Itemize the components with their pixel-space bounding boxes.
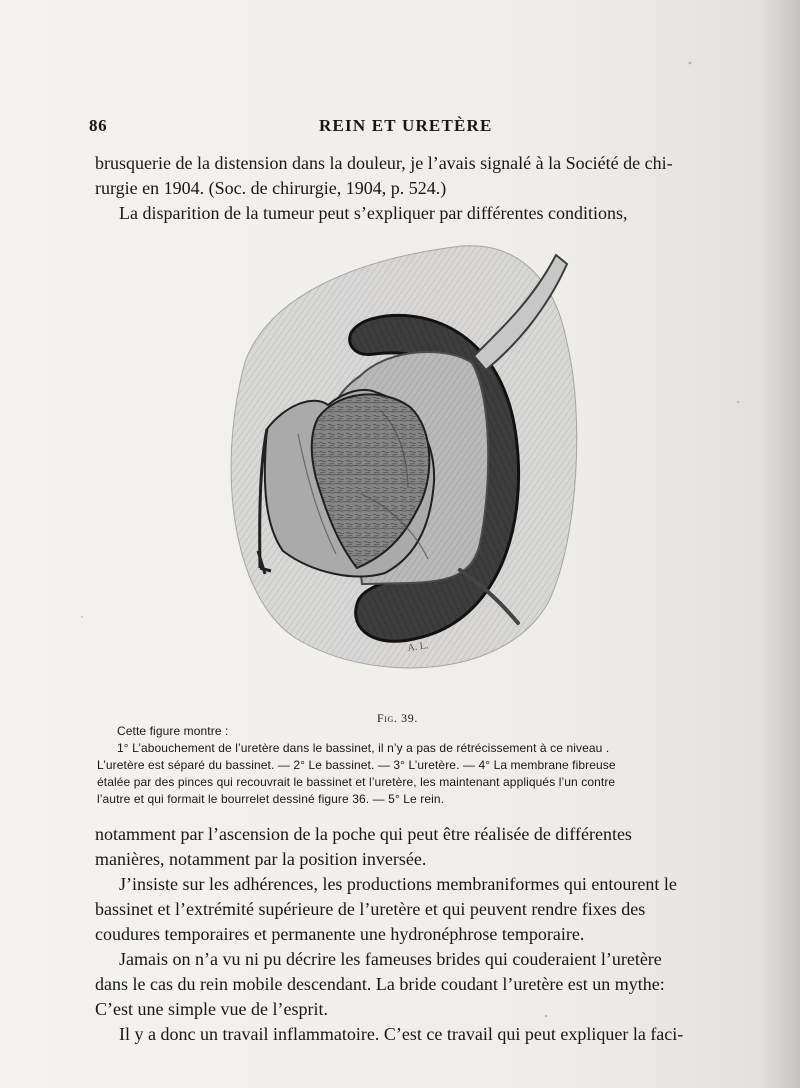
- bottom-text-line: C’est une simple vue de l’esprit.: [95, 999, 328, 1019]
- caption-line: 1° L’abouchement de l’uretère dans le bassinet, il n’y a pas de rétrécissement à ce niveau .: [117, 741, 610, 755]
- top-text-line: rurgie en 1904. (Soc. de chirurgie, 1904, p. 524.): [95, 178, 447, 198]
- bottom-text-line: J’insiste sur les adhérences, les productions membraniformes qui entourent le: [119, 874, 677, 894]
- bottom-text-line: manières, notamment par la position inversée.: [95, 849, 427, 869]
- page-number: 86: [89, 116, 108, 135]
- page-header: [89, 116, 719, 140]
- anatomical-figure: [210, 234, 590, 694]
- caption-line: l’autre et qui formait le bourrelet dessiné figure 36. — 5° Le rein.: [97, 792, 445, 806]
- caption-line: Cette figure montre :: [117, 724, 229, 738]
- caption-line: étalée par des pinces qui recouvrait le bassinet et l’uretère, les maintenant appliqués l’un contre: [97, 775, 616, 789]
- top-text-line: brusquerie de la distension dans la douleur, je l’avais signalé à la Société de chi-: [95, 153, 673, 173]
- bottom-text-line: bassinet et l’extrémité supérieure de l’uretère et qui peuvent rendre fixes des: [95, 899, 646, 919]
- bottom-text-line: coudures temporaires et permanente une hydronéphrose temporaire.: [95, 924, 585, 944]
- top-text-line: La disparition de la tumeur peut s’expliquer par différentes conditions,: [119, 203, 628, 223]
- bottom-text-line: Jamais on n’a vu ni pu décrire les fameuses brides qui couderaient l’uretère: [119, 949, 662, 969]
- caption-line: L’uretère est séparé du bassinet. — 2° Le bassinet. — 3° L’uretère. — 4° La membrane fibreuse: [97, 758, 616, 772]
- kidney-ureter-illustration: [210, 234, 590, 694]
- bottom-paragraphs: [95, 822, 720, 1047]
- engraver-signature: A. L.: [406, 640, 430, 654]
- bottom-text-line: notamment par l’ascension de la poche qui peut être réalisée de différentes: [95, 824, 632, 844]
- top-paragraphs: [95, 151, 720, 226]
- figure-label: Fig. 39.: [377, 711, 418, 725]
- running-title: REIN ET URETÈRE: [319, 116, 493, 135]
- bottom-text-line: dans le cas du rein mobile descendant. La bride coudant l’uretère est un mythe:: [95, 974, 665, 994]
- bottom-text-line: Il y a donc un travail inflammatoire. C’est ce travail qui peut expliquer la faci-: [119, 1024, 684, 1044]
- page-edge-shadow: [758, 0, 800, 1088]
- figure-caption: [97, 723, 722, 808]
